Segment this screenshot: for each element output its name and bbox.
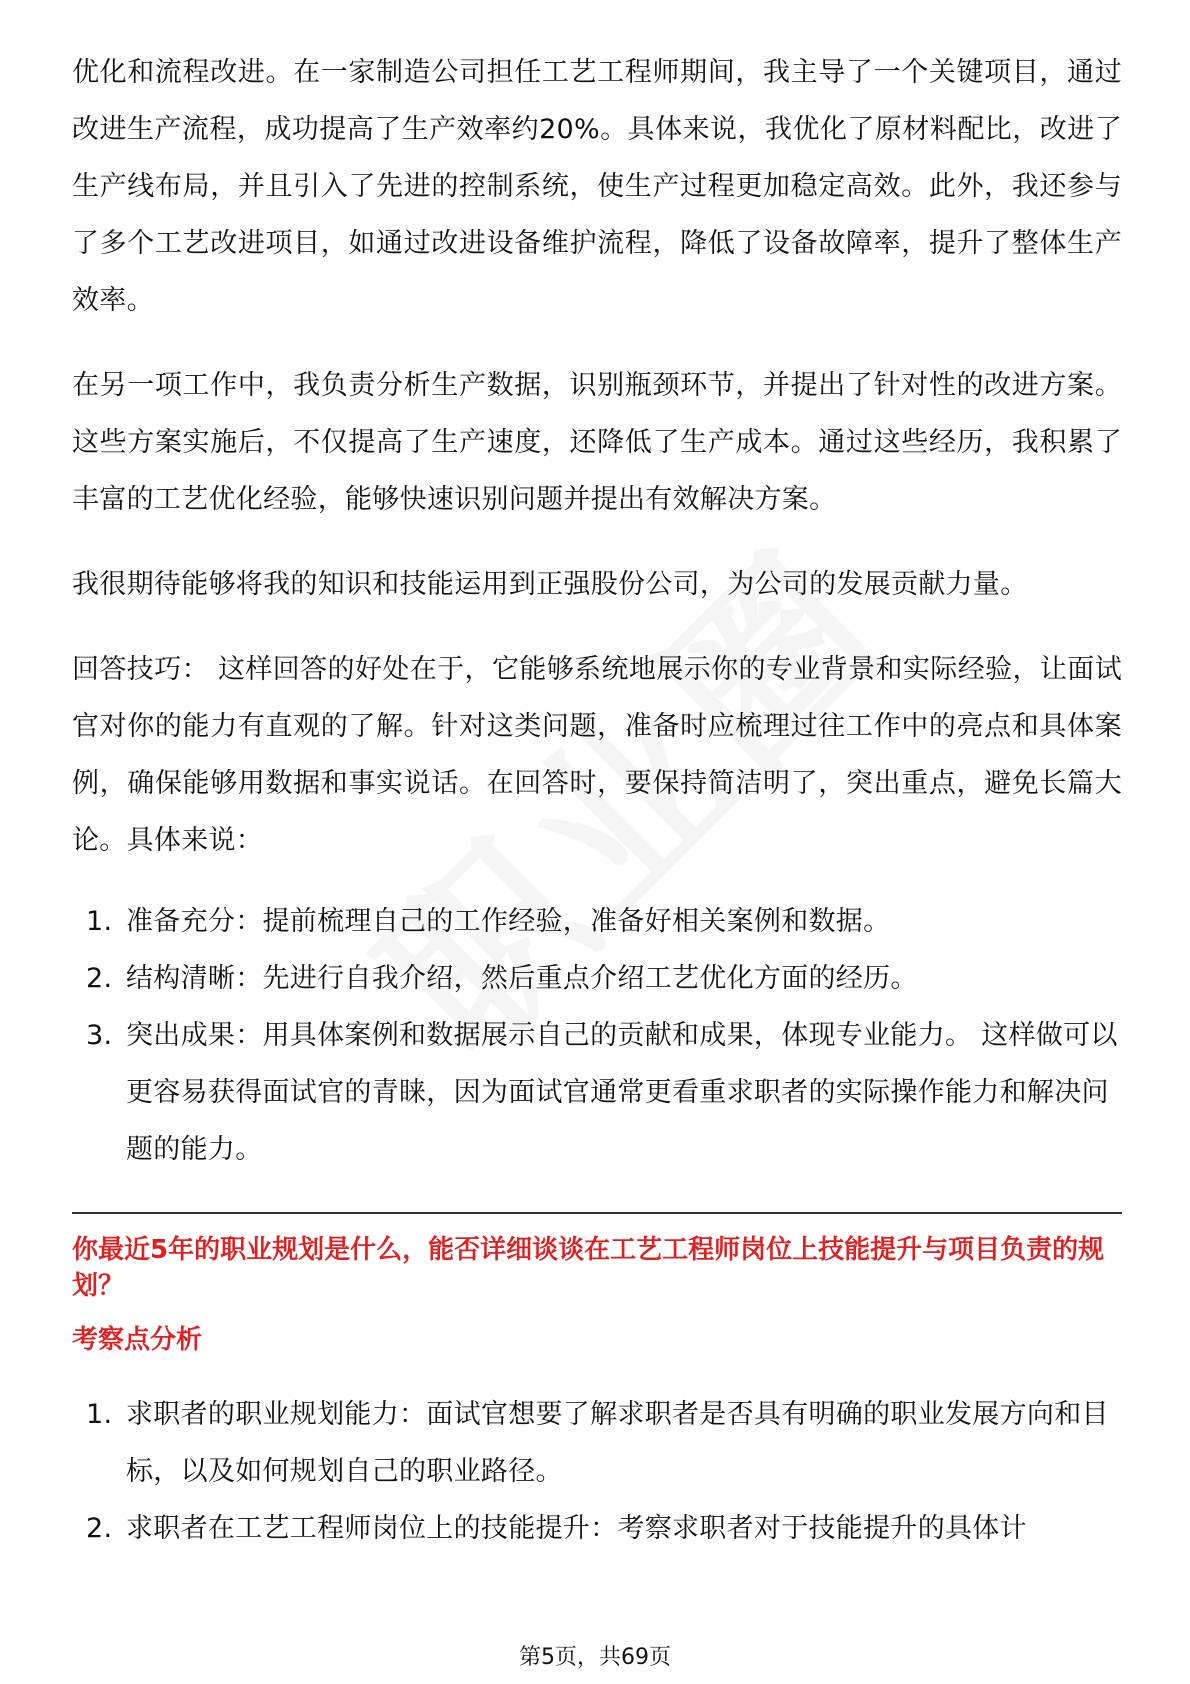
list-item xyxy=(72,950,1122,1007)
list-item xyxy=(72,1007,1122,1178)
list-item xyxy=(72,893,1122,950)
document-body xyxy=(72,44,1122,1557)
list-number: 1. xyxy=(86,906,113,937)
list-item-text: 结构清晰：先进行自我介绍，然后重点介绍工艺优化方面的经历。 xyxy=(126,963,918,994)
list-item-text: 求职者在工艺工程师岗位上的技能提升：考察求职者对于技能提升的具体计 xyxy=(126,1513,1027,1544)
list-number: 1. xyxy=(86,1399,113,1430)
analysis-heading: 考察点分析 xyxy=(72,1325,203,1355)
list-item-text: 突出成果：用具体案例和数据展示自己的贡献和成果，体现专业能力。 这样做可以更容易获得面试官的青睐，因为面试官通常更看重求职者的实际操作能力和解决问题的能力。 xyxy=(126,1020,1118,1165)
paragraph-experience: 优化和流程改进。在一家制造公司担任工艺工程师期间，我主导了一个关键项目，通过改进生产流程，成功提高了生产效率约20%。具体来说，我优化了原材料配比，改进了生产线布局，并且引入了先进的控制系统，使生产过程更加稳定高效。此外，我还参与了多个工艺改进项目，如通过改进设备维护流程，降低了设备故障率，提升了整体生产效率。 xyxy=(72,57,1122,316)
interview-question: 你最近5年的职业规划是什么，能否详细谈谈在工艺工程师岗位上技能提升与项目负责的规划？ xyxy=(72,1235,1105,1301)
analysis-list xyxy=(72,1386,1122,1557)
list-item-text: 求职者的职业规划能力：面试官想要了解求职者是否具有明确的职业发展方向和目标，以及如何规划自己的职业路径。 xyxy=(126,1399,1109,1487)
list-item xyxy=(72,1500,1122,1557)
paragraph-answer-tips: 回答技巧： 这样回答的好处在于，它能够系统地展示你的专业背景和实际经验，让面试官对你的能力有直观的了解。针对这类问题，准备时应梳理过往工作中的亮点和具体案例，确保能够用数据和事实说话。在回答时，要保持简洁明了，突出重点，避免长篇大论。具体来说： xyxy=(72,654,1122,856)
section-divider xyxy=(72,1212,1122,1214)
list-number: 3. xyxy=(86,1020,113,1051)
list-item xyxy=(72,1386,1122,1500)
page-number: 第5页，共69页 xyxy=(519,1645,671,1670)
list-number: 2. xyxy=(86,1513,113,1544)
paragraph-data-analysis: 在另一项工作中，我负责分析生产数据，识别瓶颈环节，并提出了针对性的改进方案。这些方案实施后，不仅提高了生产速度，还降低了生产成本。通过这些经历，我积累了丰富的工艺优化经验，能够快速识别问题并提出有效解决方案。 xyxy=(72,370,1122,515)
list-number: 2. xyxy=(86,963,113,994)
tips-list xyxy=(72,893,1122,1178)
list-item-text: 准备充分：提前梳理自己的工作经验，准备好相关案例和数据。 xyxy=(126,906,891,937)
paragraph-expectation: 我很期待能够将我的知识和技能运用到正强股份公司，为公司的发展贡献力量。 xyxy=(72,569,1028,600)
